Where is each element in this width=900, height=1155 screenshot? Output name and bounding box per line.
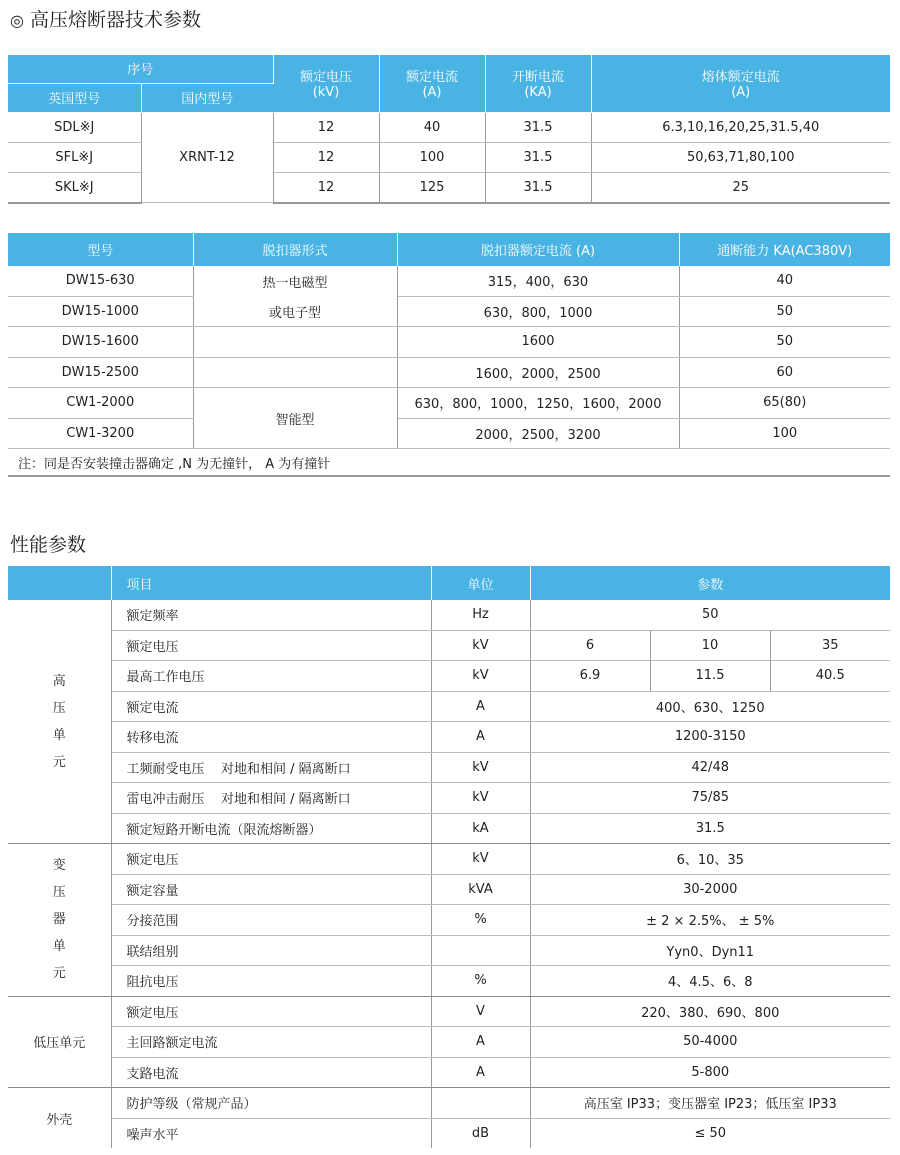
table-row: [8, 266, 890, 296]
table-row: [8, 388, 890, 419]
table-row: [8, 813, 890, 844]
cell-param: 50-4000: [530, 1027, 890, 1058]
cell-trip-type: 热一电磁型: [193, 266, 397, 296]
cell-param: ≤ 50: [694, 1125, 727, 1141]
cell-fuse-current: 25: [591, 172, 890, 203]
table-row: [8, 1118, 890, 1148]
cell-capacity: 60: [679, 357, 890, 388]
header-uk-model: 英国型号: [8, 83, 141, 112]
cell-unit: A: [431, 722, 530, 753]
cell-trip-current: 630，800，1000，1250，1600，2000: [397, 388, 679, 419]
table-row: [8, 296, 890, 327]
header-breaking: 开断电流 (KA): [485, 55, 591, 112]
cell-unit: dB: [431, 1118, 530, 1148]
cell-current: 40: [379, 112, 485, 142]
table-row: [8, 142, 890, 172]
cell-unit: Hz: [431, 600, 530, 630]
performance-params-table: [8, 566, 890, 1148]
cell-uk-model: SDL※J: [8, 112, 141, 142]
cell-param: 11.5: [650, 661, 770, 692]
cell-param: ± 2 × 2.5%、 ± 5%: [530, 905, 890, 936]
cell-voltage: 12: [273, 142, 379, 172]
section-title-performance: 性能参数: [10, 534, 87, 556]
cell-param: 35: [770, 630, 890, 661]
table-row: [8, 996, 890, 1027]
cell-unit: %: [431, 905, 530, 936]
header-unit: 单位: [431, 566, 530, 600]
cell-param: 1200-3150: [530, 722, 890, 753]
cell-param: 4、4.5、6、8: [530, 966, 890, 997]
cell-item: 额定电流: [111, 691, 431, 722]
cell-unit: [431, 935, 530, 966]
cell-breaking: 31.5: [485, 142, 591, 172]
cell-item: 额定频率: [111, 600, 431, 630]
table-row: [8, 1088, 890, 1119]
table-row: [8, 600, 890, 630]
table-row: [8, 783, 890, 814]
header-cn-model: 国内型号: [141, 83, 273, 112]
cell-cn-model: XRNT-12: [141, 112, 273, 203]
cell-param: 42/48: [530, 752, 890, 783]
table-row: [8, 874, 890, 905]
cell-item: 额定电压: [111, 996, 431, 1027]
table-row: [8, 935, 890, 966]
cell-trip-current: 315，400，630: [397, 266, 679, 296]
cell-param: Yyn0、Dyn11: [530, 935, 890, 966]
cell-voltage: 12: [273, 172, 379, 203]
cell-param: 6、10、35: [530, 844, 890, 875]
group-shell: 外壳: [8, 1088, 111, 1149]
cell-item: 雷电冲击耐压 对地和相间 / 隔离断口: [111, 783, 431, 814]
cell-unit: V: [431, 996, 530, 1027]
cell-model: DW15-1000: [8, 296, 193, 327]
cell-item: 防护等级（常规产品）: [111, 1088, 431, 1119]
cell-unit: [431, 1088, 530, 1119]
header-current: 额定电流 (A): [379, 55, 485, 112]
cell-unit: %: [431, 966, 530, 997]
cell-item: 额定容量: [111, 874, 431, 905]
cell-trip-type: 智能型: [193, 388, 397, 449]
cell-fuse-current: 6.3,10,16,20,25,31.5,40: [591, 112, 890, 142]
table-row: [8, 966, 890, 997]
cell-current: 100: [379, 142, 485, 172]
cell-param: 5-800: [530, 1057, 890, 1088]
header-trip-current: 脱扣器额定电流 (A): [397, 233, 679, 266]
cell-trip-current: 2000，2500，3200: [397, 418, 679, 449]
cell-model: DW15-1600: [8, 327, 193, 358]
cell-capacity: 40: [679, 266, 890, 296]
header-group: [8, 566, 111, 600]
table-row: [8, 418, 890, 449]
cell-fuse-current: 50,63,71,80,100: [591, 142, 890, 172]
cell-breaking: 31.5: [485, 172, 591, 203]
cell-uk-model: SKL※J: [8, 172, 141, 203]
header-fuse-current: 熔体额定电流 (A): [591, 55, 890, 112]
cell-unit: kVA: [431, 874, 530, 905]
cell-unit: kV: [431, 661, 530, 692]
cell-breaking: 31.5: [485, 112, 591, 142]
group-hv-unit: 高 压 单 元: [8, 600, 111, 844]
cell-uk-model: SFL※J: [8, 142, 141, 172]
table-row: [8, 172, 890, 203]
cell-param: 高压室 IP33；变压器室 IP23；低压室 IP33: [530, 1088, 890, 1119]
cell-model: CW1-3200: [8, 418, 193, 449]
cell-item: 分接范围: [111, 905, 431, 936]
cell-param: 220、380、690、800: [530, 996, 890, 1027]
cell-param: 40.5: [770, 661, 890, 692]
table-row: [8, 722, 890, 753]
table-row: [8, 844, 890, 875]
cell-capacity: 50: [679, 296, 890, 327]
section-title-fuse: [10, 5, 201, 32]
cell-unit: kV: [431, 630, 530, 661]
cell-model: DW15-2500: [8, 357, 193, 388]
header-item: 项目: [111, 566, 431, 600]
cell-param: 6.9: [530, 661, 650, 692]
cell-item: 额定电压: [111, 630, 431, 661]
cell-current: 125: [379, 172, 485, 203]
cell-param: 75/85: [530, 783, 890, 814]
cell-item: 转移电流: [111, 722, 431, 753]
cell-trip-type: [193, 357, 397, 388]
table-row: [8, 691, 890, 722]
fuse-params-table: [8, 55, 890, 204]
table-row: [8, 752, 890, 783]
table-row: [8, 1027, 890, 1058]
group-lv-unit: 低压单元: [8, 996, 111, 1088]
cell-unit: kA: [431, 813, 530, 844]
header-capacity: 通断能力 KA(AC380V): [679, 233, 890, 266]
circle-bullet-icon: ◎: [10, 11, 24, 30]
group-transformer-unit: 变 压 器 单 元: [8, 844, 111, 997]
cell-capacity: 65(80): [679, 388, 890, 419]
cell-unit: A: [431, 1027, 530, 1058]
cell-model: CW1-2000: [8, 388, 193, 419]
cell-item: 支路电流: [111, 1057, 431, 1088]
table-row: [8, 905, 890, 936]
cell-trip-current: 630，800，1000: [397, 296, 679, 327]
cell-param: 400、630、1250: [530, 691, 890, 722]
cell-item: 最高工作电压: [111, 661, 431, 692]
cell-trip-type: 或电子型: [193, 296, 397, 327]
header-param: 参数: [530, 566, 890, 600]
cell-trip-current: 1600，2000，2500: [397, 357, 679, 388]
cell-trip-type: [193, 327, 397, 358]
table-row: [8, 1057, 890, 1088]
cell-trip-current: 1600: [397, 327, 679, 358]
cell-param: 50: [530, 600, 890, 630]
cell-capacity: 50: [679, 327, 890, 358]
cell-unit: kV: [431, 783, 530, 814]
table-note: 注：同是否安装撞击器确定 ,N 为无撞针， A 为有撞针: [8, 449, 890, 477]
cell-unit: A: [431, 1057, 530, 1088]
section-title-text: 高压熔断器技术参数: [30, 9, 202, 31]
table-row: [8, 327, 890, 358]
cell-item: 噪声水平: [111, 1118, 431, 1148]
table-row: [8, 661, 890, 692]
cell-voltage: 12: [273, 112, 379, 142]
table-row: [8, 630, 890, 661]
header-seq: 序号: [8, 55, 273, 83]
cell-unit: A: [431, 691, 530, 722]
header-trip-type: 脱扣器形式: [193, 233, 397, 266]
cell-param: 31.5: [530, 813, 890, 844]
cell-model: DW15-630: [8, 266, 193, 296]
cell-item: 阻抗电压: [111, 966, 431, 997]
cell-unit: kV: [431, 844, 530, 875]
cell-param: 30-2000: [530, 874, 890, 905]
cell-item: 工频耐受电压 对地和相间 / 隔离断口: [111, 752, 431, 783]
header-voltage: 额定电压 (kV): [273, 55, 379, 112]
cell-item: 联结组别: [111, 935, 431, 966]
table-row: [8, 112, 890, 142]
table-row: [8, 357, 890, 388]
cell-item: 额定短路开断电流（限流熔断器）: [111, 813, 431, 844]
cell-item: 主回路额定电流: [111, 1027, 431, 1058]
cell-param: 10: [650, 630, 770, 661]
cell-item: 额定电压: [111, 844, 431, 875]
breaker-params-table: [8, 233, 890, 477]
cell-param: 6: [530, 630, 650, 661]
cell-capacity: 100: [679, 418, 890, 449]
header-model: 型号: [8, 233, 193, 266]
cell-unit: kV: [431, 752, 530, 783]
